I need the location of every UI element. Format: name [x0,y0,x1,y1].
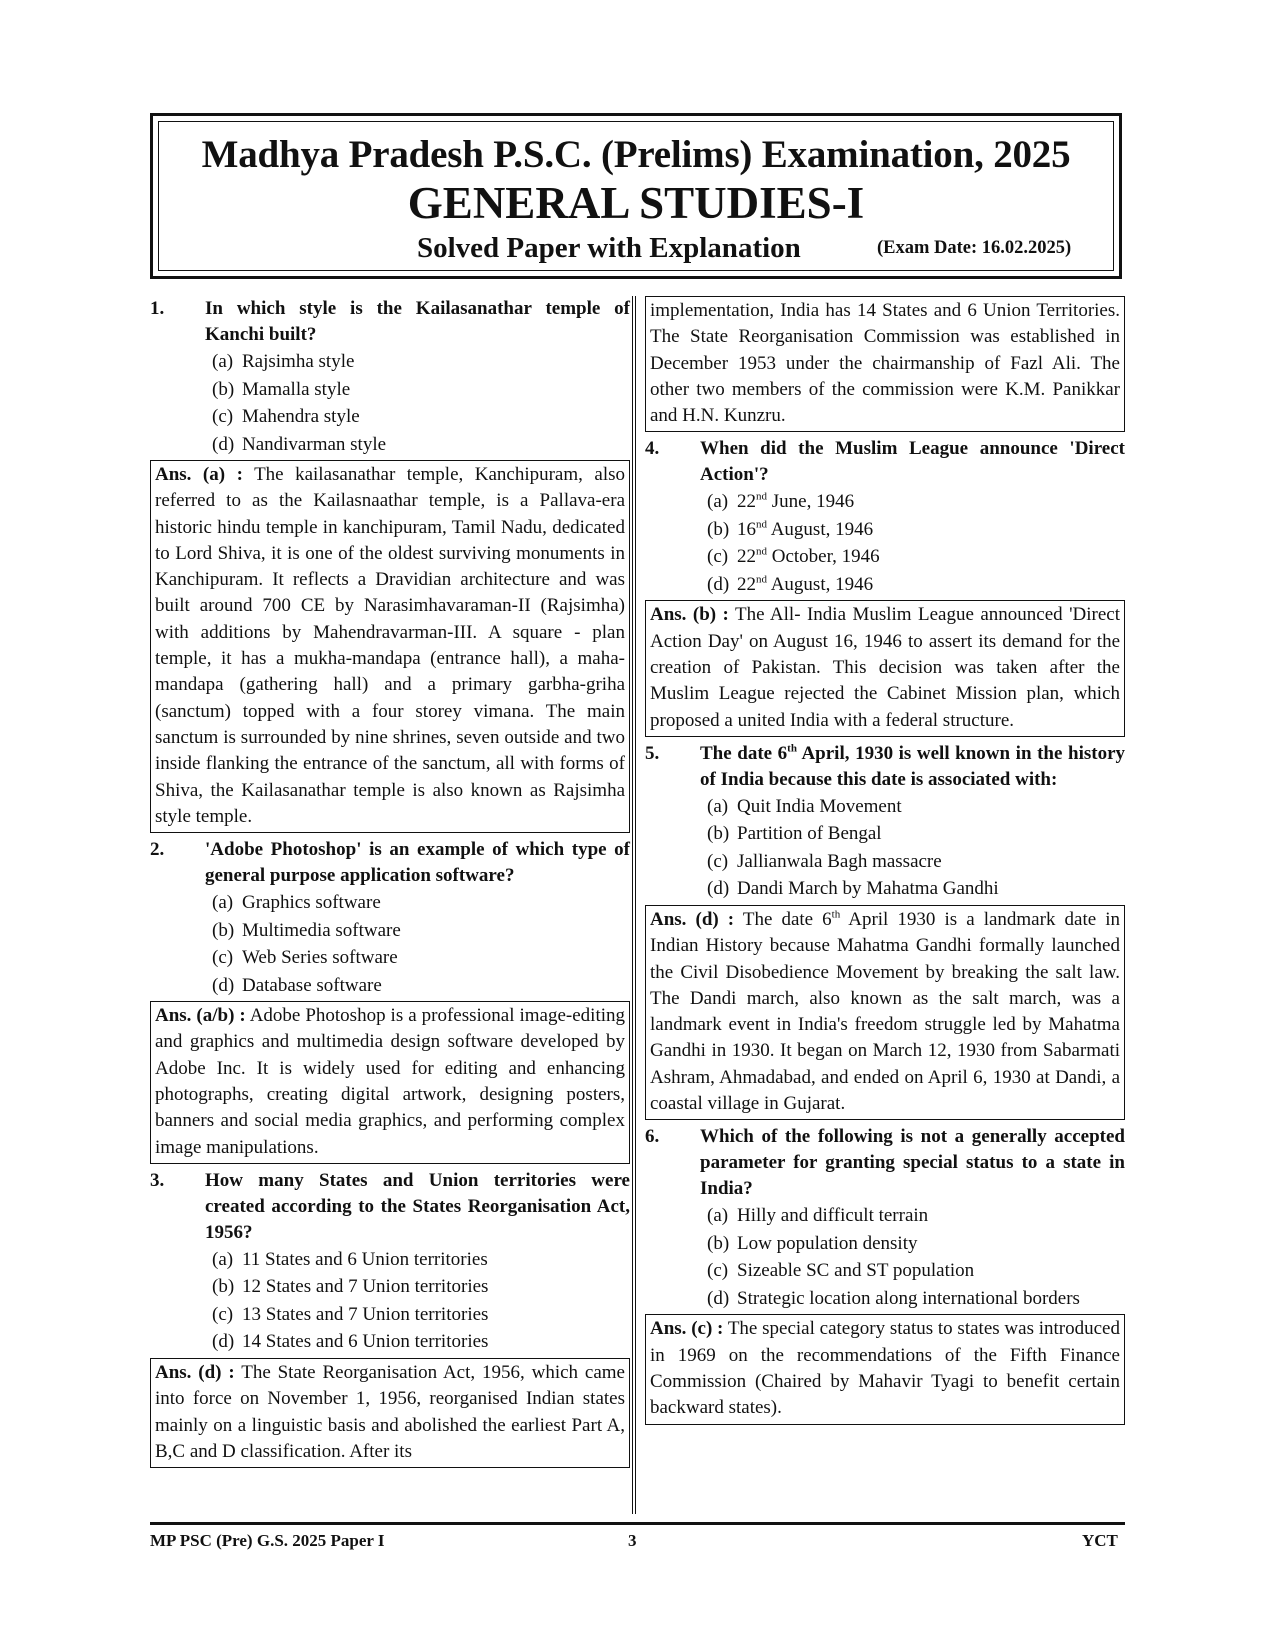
answer-label: Ans. (c) : [650,1318,724,1340]
answer-box [150,460,630,833]
left-column [150,296,630,1472]
answer-box [645,1314,1125,1424]
question-number: 4. [645,438,660,460]
exam-date: (Exam Date: 16.02.2025) [877,238,1072,258]
footer-rule [150,1522,1125,1525]
option-a: (a) Hilly and difficult terrain [707,1205,929,1227]
publisher-name: YCT [1082,1531,1118,1550]
question-text: Which of the following is not a generally accepted parameter for granting special status to a state in India? [700,1126,1125,1200]
option-c: (c) Jallianwala Bagh massacre [707,850,942,872]
option-c: (c) Sizeable SC and ST population [707,1260,975,1282]
answer-box [150,1358,630,1468]
option-a: (a) Graphics software [212,892,381,914]
question-text: In which style is the Kailasanathar temple of Kanchi built? [205,298,630,345]
answer-label: Ans. (d) : [650,908,735,930]
answer-box [645,905,1125,1120]
question-text: The date 6th April, 1930 is well known in the history of India because this date is associated with: [700,742,1125,790]
question-6 [645,1124,1125,1202]
answer-explanation: The special category status to states was introduced in 1969 on the recommendations of the Fifth Finance Commission (Chaired by Mahavir Tyagi to benefit certain backward states). [650,1318,1120,1419]
answer-explanation: The kailasanathar temple, Kanchipuram, also referred to as the Kailasnaathar temple, is a Pallava-era historic hindu temple in kanchipuram, Tamil Nadu, dedicated to Lord Shiva, it is one of the oldest surviving monuments in Kanchipuram. It reflects a Dravidian architecture and was built around 700 CE by Narasimhavaraman-II (Rajsimha) with additions by Mahendravarman-III. A square - plan temple, it has a mukha-mandapa (entrance hall), a maha-mandapa (gathering hall) and a primary garbha-griha (sanctum) topped with a four storey vimana. The main sanctum is surrounded by nine shrines, seven outside and two inside flanking the entrance of the sanctum, all with forms of Shiva, the Kailasanathar temple is also known as Rajsimha style temple. [155,464,625,827]
title-box-inner [158,121,1114,271]
option-d: (d) Nandivarman style [212,433,387,455]
exam-title: Madhya Pradesh P.S.C. (Prelims) Examination, 2025 [201,133,1071,176]
question-number: 3. [150,1169,165,1191]
options-list [645,1202,1125,1312]
option-b: (b) Multimedia software [212,919,401,941]
option-a: (a) Rajsimha style [212,351,355,372]
option-d: (d) 14 States and 6 Union territories [212,1331,489,1353]
option-b: (b) Mamalla style [212,378,351,400]
title-box [150,113,1122,279]
option-d: (d) Dandi March by Mahatma Gandhi [707,878,999,900]
options-list [150,348,630,458]
page-number: 3 [628,1531,637,1550]
options-list [150,889,630,999]
answer-explanation: Adobe Photoshop is a professional image-editing and graphics and multimedia design software developed by Adobe Inc. It is widely used for editing and enhancing photographs, creating digital artwork, designing posters, banners and social media graphics, and performing complex image manipulations. [155,1005,626,1158]
option-d: (d) 22nd August, 1946 [707,573,874,595]
question-number: 5. [645,742,660,764]
question-text: How many States and Union territories were created according to the States Reorganisation Act, 1956? [205,1169,630,1243]
question-number: 1. [150,298,165,319]
question-1 [150,296,630,348]
question-3 [150,1168,630,1246]
option-c: (c) 13 States and 7 Union territories [212,1303,489,1325]
paper-title: GENERAL STUDIES-I [407,178,865,228]
answer-explanation: implementation, India has 14 States and 6 Union Territories. The State Reorganisation Commission was established in December 1953 under the chairmanship of Fazl Ali. The other two members of the commission were K.M. Panikkar and H.N. Kunzru. [650,300,1120,427]
answer-label: Ans. (a) : [155,464,243,485]
option-c: (c) 22nd October, 1946 [707,546,880,568]
answer-label: Ans. (d) : [155,1361,235,1383]
option-b: (b) Partition of Bengal [707,823,882,845]
options-list [645,793,1125,903]
option-c: (c) Web Series software [212,947,398,969]
answer-box [645,600,1125,736]
footer-paper-name: MP PSC (Pre) G.S. 2025 Paper I [150,1531,385,1550]
option-d: (d) Strategic location along international borders [707,1287,1080,1309]
question-2 [150,837,630,889]
option-a: (a) Quit India Movement [707,795,902,817]
answer-box-continued [645,296,1125,432]
answer-label: Ans. (a/b) : [155,1005,246,1027]
question-number: 6. [645,1126,660,1148]
option-b: (b) 12 States and 7 Union territories [212,1276,489,1298]
option-b: (b) Low population density [707,1232,918,1254]
question-number: 2. [150,839,165,861]
options-list [645,488,1125,598]
option-a: (a) 11 States and 6 Union territories [212,1248,488,1270]
answer-box [150,1001,630,1164]
paper-subtitle: Solved Paper with Explanation [417,232,801,264]
question-text: 'Adobe Photoshop' is an example of which type of general purpose application software? [205,839,630,887]
column-divider [632,296,636,1514]
option-c: (c) Mahendra style [212,406,360,427]
right-column [645,296,1125,1429]
answer-label: Ans. (b) : [650,604,729,626]
option-b: (b) 16nd August, 1946 [707,518,874,540]
option-d: (d) Database software [212,974,382,996]
question-5 [645,741,1125,793]
question-text: When did the Muslim League announce 'Direct Action'? [700,438,1125,486]
answer-explanation: The All- India Muslim League announced 'Direct Action Day' on August 16, 1946 to assert its demand for the creation of Pakistan. This decision was taken after the Muslim League rejected the Cabinet Mission plan, which proposed a united India with a federal structure. [650,604,1120,731]
answer-explanation: The State Reorganisation Act, 1956, which came into force on November 1, 1956, reorganised Indian states mainly on a linguistic basis and abolished the earliest Part A, B,C and D classification. After its [155,1361,625,1462]
question-4 [645,436,1125,488]
option-a: (a) 22nd June, 1946 [707,491,855,513]
answer-explanation: The date 6th April 1930 is a landmark date in Indian History because Mahatma Gandhi formally launched the Civil Disobedience Movement by breaking the salt law. The Dandi march, also known as the salt march, was a landmark event in India's freedom struggle led by Mahatma Gandhi in 1930. It began on March 12, 1930 from Sabarmati Ashram, Ahmadabad, and ended on April 6, 1930 at Dandi, a coastal village in Gujarat. [650,908,1120,1115]
options-list [150,1246,630,1356]
